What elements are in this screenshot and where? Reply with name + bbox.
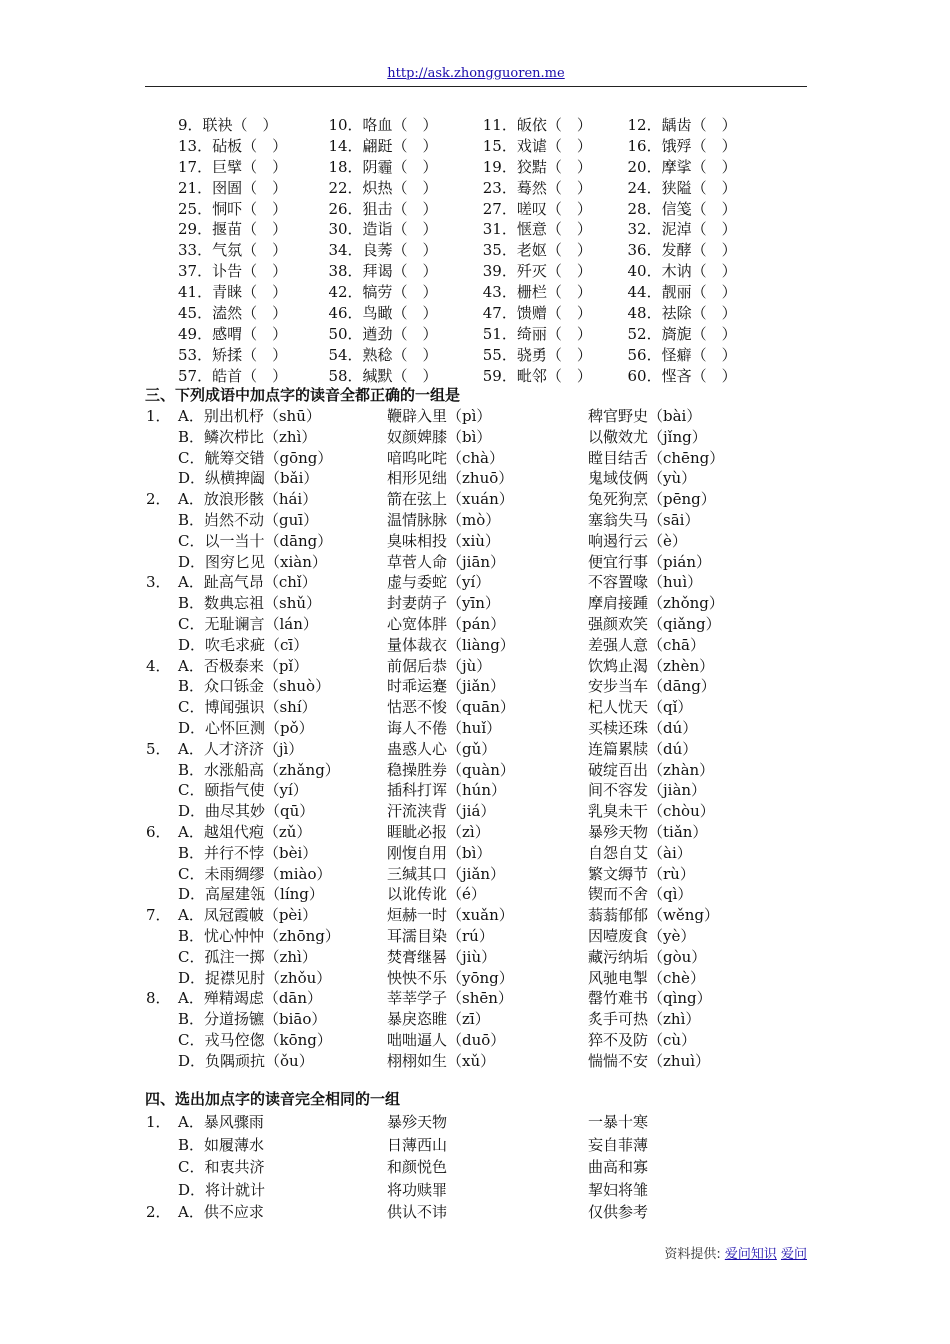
option-item: B．众口铄金（shuò） xyxy=(178,677,331,696)
option-item: A．凤冠霞帔（pèi） xyxy=(178,906,318,925)
vocab-row xyxy=(178,366,778,387)
option-item: D．捉襟见肘（zhǒu） xyxy=(178,968,332,987)
vocab-item: 45．溘然（ ） xyxy=(178,304,288,323)
section4-title: 四、选出加点字的读音完全相同的一组 xyxy=(145,1090,401,1108)
vocab-row xyxy=(178,240,778,261)
vocab-row xyxy=(178,282,778,303)
option-item: 草菅人命（jiān） xyxy=(387,552,506,571)
question-number: 2． xyxy=(146,490,171,509)
option-item: 鞭辟入里（pì） xyxy=(387,407,492,425)
footer-link-aiwen[interactable]: 爱问 xyxy=(780,1247,807,1262)
option-item: C．无耻谰言（lán） xyxy=(178,615,318,633)
option-item: 摩肩接踵（zhǒng） xyxy=(588,594,724,613)
option-item: 和颜悦色 xyxy=(387,1158,448,1176)
option-item: 以讹传讹（é） xyxy=(387,885,486,904)
option-item: 强颜欢笑（qiǎng） xyxy=(588,615,721,633)
vocab-item: 21．囹圄（ ） xyxy=(178,178,288,197)
option-item: 喑呜叱咤（chà） xyxy=(387,448,505,467)
option-item: 蓊蓊郁郁（wěng） xyxy=(588,906,719,925)
vocab-item: 12．龋齿（ ） xyxy=(627,116,737,134)
option-item: C．和衷共济 xyxy=(178,1158,265,1176)
option-item: B．岿然不动（guī） xyxy=(178,511,319,529)
option-item: 稳操胜券（quàn） xyxy=(387,760,515,779)
option-item: D．负隅顽抗（ǒu） xyxy=(178,1051,314,1070)
option-item: 怏怏不乐（yōng） xyxy=(387,968,514,987)
option-item: A．趾高气昂（chǐ） xyxy=(178,573,317,592)
section3-title: 三、下列成语中加点字的读音全都正确的一组是 xyxy=(145,386,461,404)
option-item: A．供不应求 xyxy=(178,1203,264,1221)
option-item: A．人才济济（jì） xyxy=(178,739,304,758)
vocab-row xyxy=(178,261,778,282)
option-item: 日薄西山 xyxy=(387,1135,448,1154)
option-item: 便宜行事（pián） xyxy=(588,552,712,571)
vocab-item: 53．矫揉（ ） xyxy=(178,345,288,364)
option-item: C．未雨绸缪（miào） xyxy=(178,864,332,883)
option-item: D．心怀叵测（pǒ） xyxy=(178,719,314,737)
vocab-item: 33．气氛（ ） xyxy=(178,241,288,260)
question-number: 4． xyxy=(146,656,171,675)
option-item: 臭味相投（xiù） xyxy=(387,531,500,550)
option-item: B．分道扬镳（biāo） xyxy=(178,1010,327,1029)
question-number: 6． xyxy=(146,823,171,841)
vocab-row xyxy=(178,178,778,199)
vocab-item: 16．饿殍（ ） xyxy=(627,136,737,155)
vocab-item: 52．旖旎（ ） xyxy=(627,324,737,343)
vocab-item: 9．联袂（ ） xyxy=(178,116,278,134)
vocab-item: 60．悭吝（ ） xyxy=(627,366,737,385)
option-item: D．纵横捭阖（bǎi） xyxy=(178,469,319,488)
option-item: 间不容发（jiàn） xyxy=(588,781,707,800)
vocab-row xyxy=(178,303,778,324)
option-item: 差强人意（chā） xyxy=(588,635,706,654)
footer-link-aiwen-zhishi[interactable]: 爱问知识 xyxy=(724,1247,777,1262)
vocab-item: 35．老妪（ ） xyxy=(482,241,592,260)
vocab-item: 20．摩挲（ ） xyxy=(627,157,737,176)
option-item: 自怨自艾（ài） xyxy=(588,843,692,862)
vocab-item: 43．栅栏（ ） xyxy=(482,283,592,302)
question-number: 5． xyxy=(146,739,171,758)
vocab-item: 25．恫吓（ ） xyxy=(178,199,288,218)
option-item: 栩栩如生（xǔ） xyxy=(387,1051,496,1070)
option-item: B．鳞次栉比（zhì） xyxy=(178,427,317,446)
option-item: 前倨后恭（jù） xyxy=(387,656,492,675)
option-item: 连篇累牍（dú） xyxy=(588,739,698,758)
option-item: 烜赫一时（xuǎn） xyxy=(387,906,514,925)
option-item: C．博闻强识（shí） xyxy=(178,698,317,717)
vocab-item: 11．皈依（ ） xyxy=(482,116,592,134)
option-item: A．暴风骤雨 xyxy=(178,1113,264,1131)
vocab-item: 57．皓首（ ） xyxy=(178,366,288,385)
option-item: A．否极泰来（pǐ） xyxy=(178,656,309,675)
option-item: 杞人忧天（qǐ） xyxy=(588,698,693,717)
option-item: 暴殄天物 xyxy=(387,1113,448,1131)
vocab-item: 50．遒劲（ ） xyxy=(328,324,438,343)
option-item: 虚与委蛇（yí） xyxy=(387,573,491,592)
option-item: 量体裁衣（liàng） xyxy=(387,635,515,654)
footer-label: 资料提供: xyxy=(664,1247,725,1262)
vocab-row xyxy=(178,324,778,345)
vocab-item: 15．戏谑（ ） xyxy=(482,136,592,155)
option-item: 炙手可热（zhì） xyxy=(588,1010,701,1029)
option-item: 猝不及防（cù） xyxy=(588,1031,697,1049)
option-item: C．颐指气使（yí） xyxy=(178,781,308,800)
option-item: D．图穷匕见（xiàn） xyxy=(178,552,327,571)
option-item: 温情脉脉（mò） xyxy=(387,511,501,529)
vocab-item: 49．感喟（ ） xyxy=(178,324,288,343)
vocab-row xyxy=(178,157,778,178)
vocab-item: 37．讣告（ ） xyxy=(178,262,288,281)
option-item: 饮鸩止渴（zhèn） xyxy=(588,656,715,675)
option-item: 焚膏继晷（jiù） xyxy=(387,947,497,966)
option-item: 耳濡目染（rú） xyxy=(387,927,494,945)
option-item: C．以一当十（dāng） xyxy=(178,531,333,550)
option-item: 莘莘学子（shēn） xyxy=(387,989,513,1008)
vocab-item: 30．造诣（ ） xyxy=(328,220,438,239)
option-item: 以儆效尤（jǐng） xyxy=(588,427,707,446)
vocab-item: 46．鸟瞰（ ） xyxy=(328,304,438,323)
option-item: A．越俎代疱（zǔ） xyxy=(178,823,312,841)
option-item: 罄竹难书（qìng） xyxy=(588,989,712,1008)
option-item: 暴戾恣睢（zī） xyxy=(387,1010,490,1029)
header-url-link[interactable]: http://ask.zhongguoren.me xyxy=(387,66,565,81)
vocab-item: 58．缄默（ ） xyxy=(328,366,438,385)
vocab-item: 28．信笺（ ） xyxy=(627,199,737,218)
vocab-item: 19．狡黠（ ） xyxy=(482,157,592,176)
option-item: 蛊惑人心（gǔ） xyxy=(387,739,497,758)
vocab-item: 10．咯血（ ） xyxy=(328,116,438,134)
option-item: 妄自菲薄 xyxy=(588,1135,649,1154)
option-item: D．吹毛求疵（cī） xyxy=(178,635,309,654)
question-number: 8． xyxy=(146,989,171,1008)
vocab-item: 13．砧板（ ） xyxy=(178,136,288,155)
option-item: D．将计就计 xyxy=(178,1180,266,1199)
option-item: 暴殄天物（tiǎn） xyxy=(588,823,708,841)
vocab-item: 36．发酵（ ） xyxy=(627,241,737,260)
option-item: 不容置喙（huì） xyxy=(588,573,703,592)
option-item: 汗流浃背（jiá） xyxy=(387,802,496,821)
vocab-item: 26．狙击（ ） xyxy=(328,199,438,218)
option-item: A．放浪形骸（hái） xyxy=(178,490,318,509)
option-item: 三缄其口（jiǎn） xyxy=(387,864,506,883)
question-number: 3． xyxy=(146,573,171,592)
vocab-item: 40．木讷（ ） xyxy=(627,262,737,281)
option-item: C．觥筹交错（gōng） xyxy=(178,448,333,467)
option-item: 因噎废食（yè） xyxy=(588,927,696,945)
header-rule xyxy=(145,86,807,87)
vocab-item: 34．良莠（ ） xyxy=(328,241,438,260)
vocab-item: 41．青睐（ ） xyxy=(178,283,288,302)
vocab-item: 47．馈赠（ ） xyxy=(482,304,592,323)
option-item: B．如履薄水 xyxy=(178,1135,265,1154)
vocab-row xyxy=(178,136,778,157)
option-item: B．水涨船高（zhǎng） xyxy=(178,760,340,779)
option-item: 瞠目结舌（chēng） xyxy=(588,448,725,467)
option-item: 箭在弦上（xuán） xyxy=(387,490,514,509)
question-number: 2． xyxy=(146,1203,171,1221)
option-item: 将功赎罪 xyxy=(387,1180,448,1199)
option-item: B．并行不悖（bèi） xyxy=(178,843,318,862)
option-item: 安步当车（dāng） xyxy=(588,677,716,696)
vocab-item: 56．怪癖（ ） xyxy=(627,345,737,364)
vocab-item: 44．靓丽（ ） xyxy=(627,283,737,302)
option-item: 塞翁失马（sāi） xyxy=(588,511,700,529)
vocab-item: 51．绮丽（ ） xyxy=(482,324,592,343)
vocab-item: 31．惬意（ ） xyxy=(482,220,592,239)
page-footer xyxy=(664,1243,807,1262)
option-item: B．数典忘祖（shǔ） xyxy=(178,594,322,613)
vocab-item: 55．骁勇（ ） xyxy=(482,345,592,364)
page-header xyxy=(145,66,807,81)
question-number: 7． xyxy=(146,906,171,925)
option-item: 奴颜婢膝（bì） xyxy=(387,427,492,446)
vocab-item: 27．嗟叹（ ） xyxy=(482,199,592,218)
option-item: 繁文缛节（rù） xyxy=(588,864,695,883)
vocab-row xyxy=(178,199,778,220)
vocab-row xyxy=(178,115,778,136)
vocab-item: 48．祛除（ ） xyxy=(627,304,737,323)
vocab-item: 17．巨擘（ ） xyxy=(178,157,288,176)
vocab-grid xyxy=(178,115,778,387)
option-item: 惴惴不安（zhuì） xyxy=(588,1051,711,1070)
option-item: 锲而不舍（qì） xyxy=(588,885,693,904)
option-item: 乳臭未干（chòu） xyxy=(588,802,715,821)
option-item: 相形见绌（zhuō） xyxy=(387,469,514,488)
option-item: 鬼域伎俩（yù） xyxy=(588,469,697,488)
vocab-item: 24．狭隘（ ） xyxy=(627,178,737,197)
option-item: 刚愎自用（bì） xyxy=(387,843,492,862)
option-item: 封妻荫子（yīn） xyxy=(387,594,500,613)
option-item: 心宽体胖（pán） xyxy=(387,615,506,633)
option-item: 响遏行云（è） xyxy=(588,531,687,550)
vocab-row xyxy=(178,219,778,240)
option-item: 仅供参考 xyxy=(588,1203,649,1221)
option-item: 买椟还珠（dú） xyxy=(588,719,698,737)
option-item: C．孤注一掷（zhì） xyxy=(178,947,317,966)
option-item: A．别出机杼（shū） xyxy=(178,407,321,425)
option-item: 睚眦必报（zì） xyxy=(387,823,490,841)
option-item: 稗官野史（bài） xyxy=(588,407,702,425)
option-item: A．殚精竭虑（dān） xyxy=(178,989,323,1008)
option-item: 破绽百出（zhàn） xyxy=(588,760,715,779)
vocab-item: 22．炽热（ ） xyxy=(328,178,438,197)
vocab-item: 38．拜谒（ ） xyxy=(328,262,438,281)
vocab-item: 23．蓦然（ ） xyxy=(482,178,592,197)
question-number: 1． xyxy=(146,407,171,425)
option-item: 时乖运蹇（jiǎn） xyxy=(387,677,506,696)
vocab-item: 59．毗邻（ ） xyxy=(482,366,592,385)
option-item: 诲人不倦（huǐ） xyxy=(387,719,502,737)
option-item: 咄咄逼人（duō） xyxy=(387,1031,506,1049)
option-item: 挈妇将雏 xyxy=(588,1180,649,1199)
option-item: D．高屋建瓴（líng） xyxy=(178,885,324,904)
vocab-item: 39．歼灭（ ） xyxy=(482,262,592,281)
vocab-item: 29．揠苗（ ） xyxy=(178,220,288,239)
option-item: 怙恶不悛（quān） xyxy=(387,698,515,717)
option-item: 藏污纳垢（gòu） xyxy=(588,947,707,966)
option-item: D．曲尽其妙（qū） xyxy=(178,802,315,821)
vocab-item: 14．翩跹（ ） xyxy=(328,136,438,155)
option-item: 风驰电掣（chè） xyxy=(588,968,705,987)
option-item: B．忧心忡忡（zhōng） xyxy=(178,927,340,945)
vocab-item: 32．泥淖（ ） xyxy=(627,220,737,239)
question-number: 1． xyxy=(146,1113,171,1131)
option-item: 一暴十寒 xyxy=(588,1113,649,1131)
option-item: C．戎马倥偬（kōng） xyxy=(178,1031,332,1049)
option-item: 兔死狗烹（pēng） xyxy=(588,490,716,509)
vocab-item: 54．熟稔（ ） xyxy=(328,345,438,364)
option-item: 插科打诨（hún） xyxy=(387,781,506,800)
option-item: 供认不讳 xyxy=(387,1203,448,1221)
vocab-item: 18．阴霾（ ） xyxy=(328,157,438,176)
vocab-item: 42．犒劳（ ） xyxy=(328,283,438,302)
option-item: 曲高和寡 xyxy=(588,1158,649,1176)
vocab-row xyxy=(178,345,778,366)
